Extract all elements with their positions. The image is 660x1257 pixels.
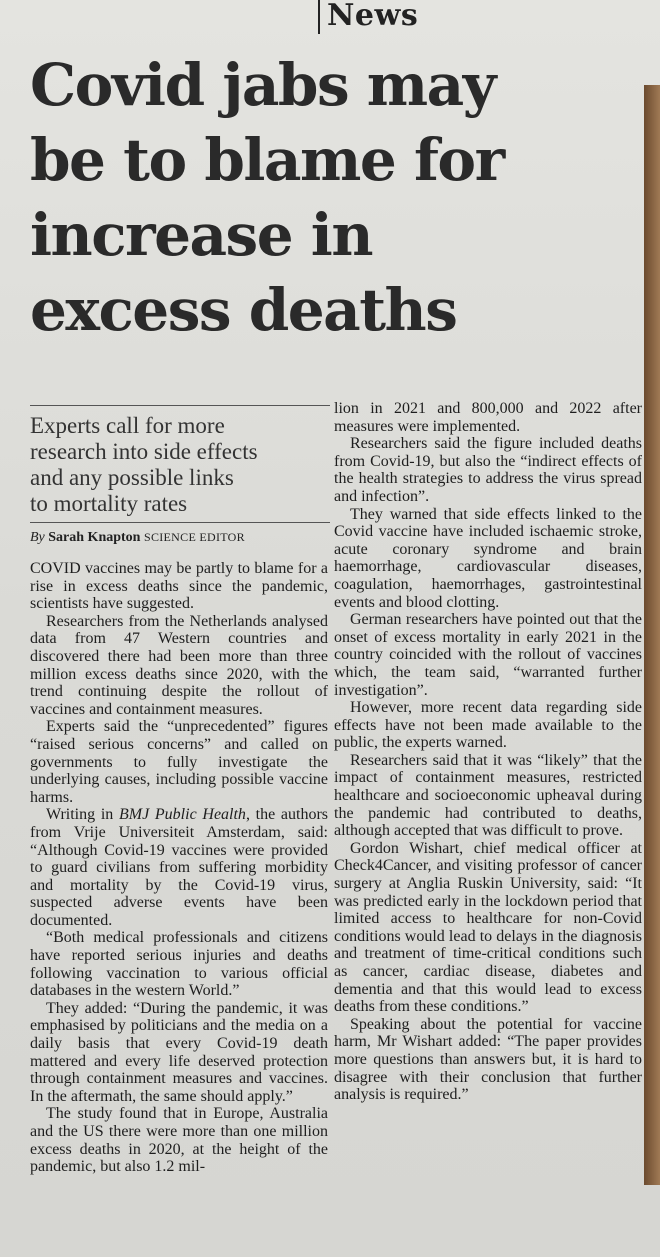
- headline-line: Covid jabs may: [30, 51, 495, 119]
- standfirst-line: and any possible links: [30, 465, 234, 490]
- article-paragraph: The study found that in Europe, Australia and the US there were more than one million excess deaths in 2020, at the height of the pandemic, but also 1.2 mil-: [30, 1105, 328, 1176]
- article-column-left: [30, 560, 328, 1176]
- text-run: , the authors from Vrije Universiteit Amsterdam, said: “Although Covid-19 vaccines were provided to guard civilians from suffering morbidity and mortality by the Covid-19 virus, suspected adverse events have been documented.: [30, 806, 329, 929]
- journal-name: BMJ Public Health: [119, 806, 246, 824]
- article-paragraph: Researchers said that it was “likely” that the impact of containment measures, restricted healthcare and socioeconomic upheaval during the pandemic had contributed to deaths, although accepted that was difficult to prove.: [334, 751, 642, 840]
- standfirst-line: research into side effects: [30, 439, 258, 464]
- article-column-right: [334, 400, 642, 1104]
- headline: [30, 48, 640, 348]
- byline-rule: [30, 522, 330, 523]
- article-paragraph: German researchers have pointed out that the onset of excess mortality in early 2021 in the country coincided with the rollout of vaccines which, the team said, “warranted further investigation”.: [334, 611, 642, 699]
- standfirst-line: to mortality rates: [30, 491, 188, 516]
- article-paragraph: lion in 2021 and 800,000 and 2022 after measures were implemented.: [334, 400, 642, 435]
- byline-prefix: By: [30, 530, 45, 545]
- article-paragraph: Researchers from the Netherlands analysed data from 47 Western countries and discovered there had been more than three million excess deaths since 2020, with the trend continuing despite the rollout of vaccines and containment measures.: [30, 612, 328, 718]
- standfirst: [30, 413, 330, 517]
- adjacent-page-edge: [644, 85, 660, 1185]
- article-paragraph: Researchers said the figure included deaths from Covid-19, but also the “indirect effects of the health strategies to address the virus spread and infection”.: [334, 435, 642, 505]
- article-paragraph: “Both medical professionals and citizens have reported serious injuries and deaths following vaccination to various official databases in the western World.”: [30, 929, 328, 1000]
- standfirst-line: Experts call for more: [30, 413, 225, 438]
- article-paragraph: COVID vaccines may be partly to blame for a rise in excess deaths since the pandemic, scientists have suggested.: [30, 560, 328, 613]
- headline-line: increase in: [30, 201, 373, 269]
- headline-line: be to blame for: [30, 126, 504, 194]
- section-divider: [318, 0, 320, 34]
- article-paragraph: They added: “During the pandemic, it was emphasised by politicians and the media on a daily basis that every Covid-19 death mattered and every life deserved protection through containment measures and vaccines. In the aftermath, the same should apply.”: [30, 999, 328, 1105]
- article-paragraph: Experts said the “unprecedented” figures “raised serious concerns” and called on governments to fully investigate the underlying causes, including possible vaccine harms.: [30, 718, 328, 806]
- article-paragraph: Gordon Wishart, chief medical officer at Check4Cancer, and visiting professor of cancer surgery at Anglia Ruskin University, said: “It was predicted early in the lockdown period that limited access to healthcare for non-Covid conditions would lead to delays in the diagnosis and treatment of time-critical conditions such as cancer, cardiac disease, diabetes and dementia and that this would lead to excess deaths from these conditions.”: [334, 839, 642, 1016]
- byline: [30, 530, 245, 546]
- headline-line: excess deaths: [30, 276, 457, 344]
- author-name: Sarah Knapton: [48, 530, 141, 545]
- author-role: SCIENCE EDITOR: [143, 530, 245, 544]
- article-paragraph: They warned that side effects linked to the Covid vaccine have included ischaemic stroke, acute coronary syndrome and brain haemorrhage, cardiovascular diseases, coagulation, haemorrhages, gastrointestinal events and blood clotting.: [334, 505, 642, 611]
- article-paragraph: Speaking about the potential for vaccine harm, Mr Wishart added: “The paper provides more questions than answers but, it is hard to disagree with their conclusion that further analysis is required.”: [334, 1015, 642, 1104]
- standfirst-top-rule: [30, 405, 330, 406]
- article-paragraph: However, more recent data regarding side effects have not been made available to the public, the experts warned.: [334, 699, 642, 752]
- section-label: News: [327, 0, 419, 33]
- text-run: Writing in: [46, 806, 119, 824]
- article-paragraph: [30, 806, 328, 929]
